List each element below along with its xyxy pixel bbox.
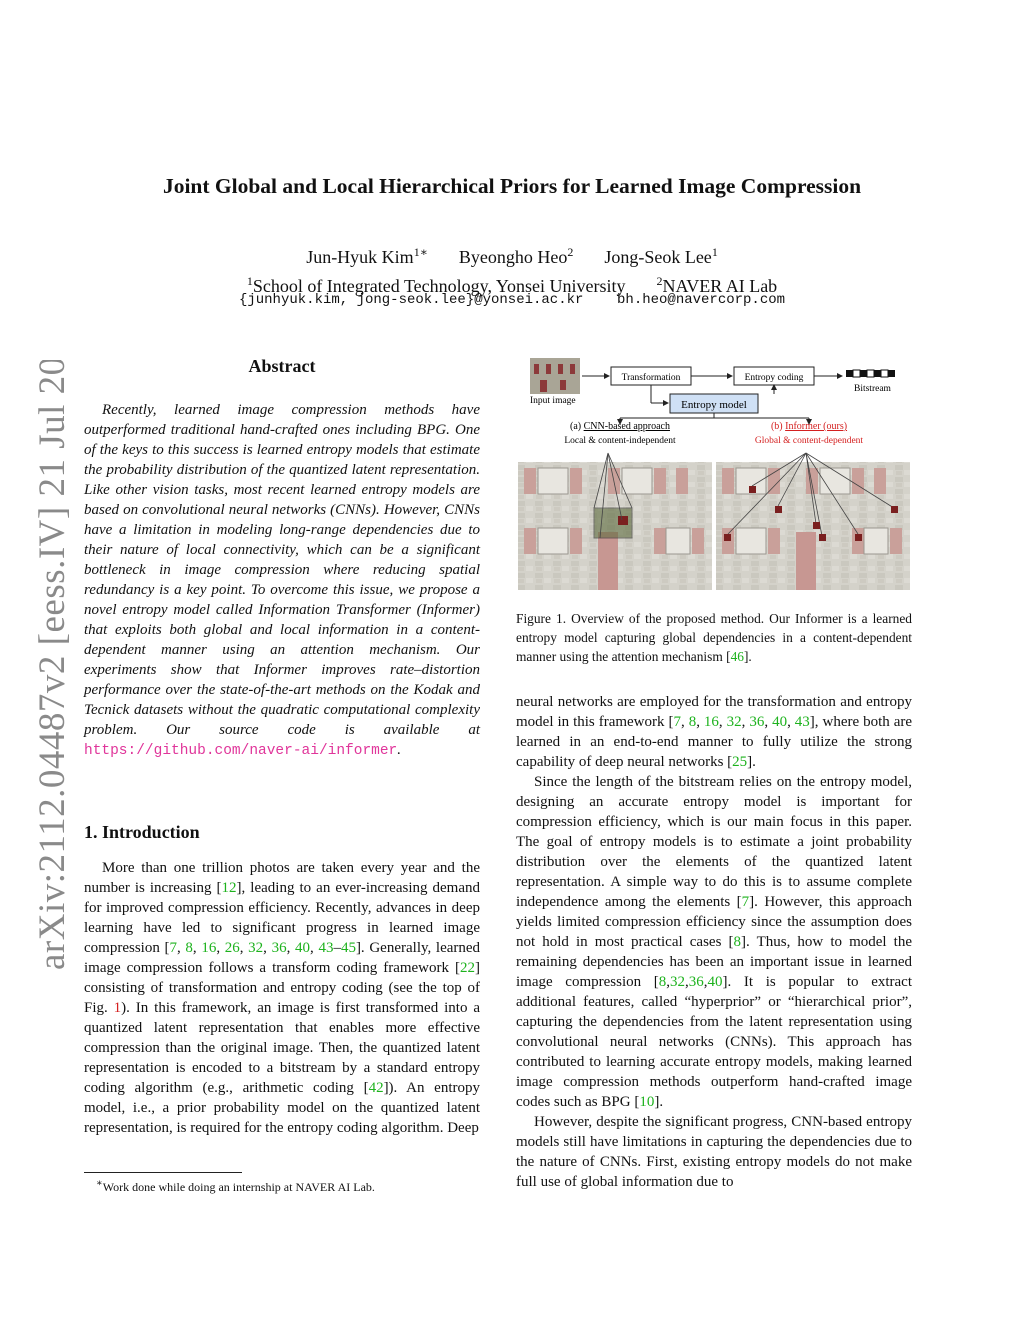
text-run: , <box>718 714 727 730</box>
entropy-coding-label: Entropy coding <box>744 373 804 383</box>
citation-link[interactable]: 7 <box>741 894 750 910</box>
section-heading-introduction: 1. Introduction <box>84 822 200 842</box>
bitstream-icon <box>846 370 895 377</box>
text-run: ], where both are learned in an end-to-end manner to fully utilize the strong capability of deep neural networks [ <box>516 714 913 770</box>
citation-link[interactable]: 12 <box>221 880 237 896</box>
text-run: ]. Thus, how to model the remaining dependencies has been an important issue in learned image compression [ <box>516 934 912 990</box>
citation-link[interactable]: 36 <box>271 940 287 956</box>
citation-link[interactable]: 40 <box>707 974 723 990</box>
text-run: Since the length of the bitstream relies on the entropy model, designing an accurate entropy model is important for compression efficiency, which is our main focus in this paper. The goal of entropy models is to estimate a joint probability distribution over the elements of the quantized latent representation. A simple way to do this is to assume complete independence among the elements [ <box>516 774 912 910</box>
text-run: , <box>787 714 795 730</box>
author-sup: 1 <box>711 245 718 259</box>
text-run: More than one trillion photos are taken every year and the number is increasing [ <box>84 860 480 896</box>
citation-link[interactable]: 40 <box>295 940 311 956</box>
text-run: , <box>764 714 773 730</box>
citation-link[interactable]: 8 <box>733 934 741 950</box>
text-run: – <box>333 940 341 956</box>
text-run: , <box>192 940 202 956</box>
right-paragraph-2 <box>516 772 912 1112</box>
approach-b-title: (b) Informer (ours) <box>770 421 848 432</box>
abstract-end: . <box>397 742 402 758</box>
text-run: Figure 1. Overview of the proposed method. Our Informer is a learned entropy model capturing global dependencies in a content-dependent manner using the attention mechanism [ <box>516 611 912 664</box>
citation-link[interactable]: 40 <box>772 714 788 730</box>
text-run: , <box>216 940 225 956</box>
affiliation-sup: 1 <box>246 274 253 288</box>
citation-link[interactable]: 8 <box>688 714 697 730</box>
approach-a-title: (a) CNN-based approach <box>570 421 670 432</box>
citation-link[interactable]: 45 <box>340 940 356 956</box>
abstract-body <box>84 400 480 761</box>
text-run: , <box>286 940 296 956</box>
citation-link[interactable]: 42 <box>368 1080 384 1096</box>
right-paragraph-1 <box>516 692 912 772</box>
citation-link[interactable]: 10 <box>639 1094 655 1110</box>
text-run: neural networks are employed for the transformation and entropy model in this framework [ <box>516 694 912 730</box>
text-run: ). In this framework, an image is first transformed into a quantized latent representation that enables more effective compression than the original image. Then, the quantized latent representation is encoded to a bitstream by a standard entropy coding algorithm (e.g., arithmetic coding [ <box>84 1000 480 1096</box>
footnote <box>96 1178 375 1195</box>
right-paragraph-3 <box>516 1112 912 1192</box>
text-run: , <box>176 940 186 956</box>
entropy-model-label: Entropy model <box>681 399 747 411</box>
intro-body <box>84 858 480 1138</box>
author-list <box>160 240 864 269</box>
figure-1-caption <box>516 609 912 666</box>
figure-ref-link[interactable]: 1 <box>113 1000 122 1016</box>
citation-link[interactable]: 43 <box>318 940 334 956</box>
affiliation-name: NAVER AI Lab <box>662 276 778 296</box>
footnote-text: Work done while doing an internship at NAVER AI Lab. <box>102 1180 375 1194</box>
author-name: Byeongho Heo <box>458 247 568 267</box>
citation-link[interactable]: 32 <box>248 940 264 956</box>
citation-link[interactable]: 22 <box>460 960 475 976</box>
citation-link[interactable]: 7 <box>169 940 177 956</box>
paper-title: Joint Global and Local Hierarchical Priors for Learned Image Compression <box>162 174 862 198</box>
source-code-link[interactable]: https://github.com/naver-ai/informer <box>84 743 398 759</box>
affiliation-name: School of Integrated Technology, Yonsei University <box>252 276 626 296</box>
text-run: , <box>741 714 750 730</box>
citation-link[interactable]: 36 <box>688 974 704 990</box>
transformation-label: Transformation <box>621 373 681 383</box>
text-run: , <box>263 940 272 956</box>
cnn-example-image <box>518 453 712 590</box>
citation-link[interactable]: 25 <box>732 754 748 770</box>
figure-1 <box>516 356 912 596</box>
citation-link[interactable]: 16 <box>201 940 217 956</box>
bitstream-label: Bitstream <box>854 384 891 394</box>
text-run: ]. It is popular to extract additional features, called “hyperprior” or “hierarchical prior”, capturing the dependencies from the latent representation using convolutional neural networks (CNNs). This approach has contributed to learning accurate entropy models, making learned image compression methods outperform hand-crafted image codes such as BPG [ <box>516 974 912 1110</box>
caption-paragraph <box>516 609 912 666</box>
informer-example-image <box>716 453 910 590</box>
footnote-rule <box>84 1172 242 1173</box>
text-run: ]). An entropy model, i.e., a prior probability model on the quantized latent representation, is required for the entropy coding algorithm. Deep <box>84 1080 480 1136</box>
text-run: ]. <box>747 754 756 770</box>
affiliation-sup: 2 <box>656 274 663 288</box>
citation-link[interactable]: 36 <box>749 714 765 730</box>
text-run: ]. <box>654 1094 664 1110</box>
footnote-mark: ∗ <box>96 1178 103 1189</box>
citation-link[interactable]: 32 <box>670 974 686 990</box>
approach-b-subtitle: Global & content-dependent <box>754 436 864 446</box>
abstract-heading: Abstract <box>248 356 316 376</box>
text-run: , <box>680 714 689 730</box>
text-run: ], leading to an ever-increasing demand for improved compression efficiency. Recently, advances in deep learning have led to significant progress in learned image compression [ <box>84 880 480 956</box>
citation-link[interactable]: 46 <box>730 649 744 664</box>
text-run: ]. However, this approach yields limited compression efficiency since the assumption does not hold in most practical cases [ <box>516 894 912 950</box>
intro-paragraph <box>84 858 480 1138</box>
author-block <box>160 240 864 298</box>
text-run: , <box>310 940 319 956</box>
author-sup: 2 <box>567 245 574 259</box>
citation-link[interactable]: 8 <box>185 940 193 956</box>
right-column-body <box>516 692 912 1192</box>
text-run: , <box>703 974 708 990</box>
text-run: , <box>666 974 671 990</box>
input-image-thumbnail <box>530 358 580 394</box>
text-run: ] consisting of transformation and entropy coding (see the top of Fig. <box>84 960 480 1016</box>
approach-a-subtitle: Local & content-independent <box>564 436 676 446</box>
arxiv-identifier <box>18 360 78 980</box>
text-run: ]. Generally, learned image compression follows a transform coding framework [ <box>84 940 481 976</box>
text-run: , <box>696 714 704 730</box>
abstract-paragraph <box>84 400 480 761</box>
author-name: Jun-Hyuk Kim <box>306 247 414 267</box>
text-run: ]. <box>743 649 752 664</box>
input-image-label: Input image <box>530 396 576 406</box>
abstract-text: Recently, learned image compression methods have outperformed traditional hand-crafted ones including BPG. One of the keys to this success is learned entropy models that estimate the probability distribution of the quantized latent representation. Like other vision tasks, most recent learned entropy models are based on convolutional neural networks (CNNs). However, CNNs have a limitation in modeling long-range dependencies due to their nature of local connectivity, which can be a significant bottleneck in image compression where reducing spatial redundancy is a key point. To overcome this issue, we propose a novel entropy model called Information Transformer (Informer) that exploits both global and local information in a content-dependent manner using an attention mechanism. Our experiments show that Informer improves rate–distortion performance over the state-of-the-art methods on the Kodak and Tecnick datasets without the quadratic computational complexity problem. Our source code is available at <box>84 402 480 738</box>
text-run: , <box>239 940 249 956</box>
arxiv-id-text: arXiv:2112.04487v2 [eess.IV] 21 Jul 2022 <box>32 360 73 970</box>
text-run: , <box>685 974 689 990</box>
citation-link[interactable]: 7 <box>673 714 681 730</box>
text-run: However, despite the significant progress, CNN-based entropy models still have limitations in capturing the dependencies due to the nature of CNNs. First, existing entropy models do not make full use of global information due to <box>516 1114 912 1190</box>
citation-link[interactable]: 16 <box>703 714 719 730</box>
author-sup: 1∗ <box>413 245 428 259</box>
citation-link[interactable]: 43 <box>794 714 810 730</box>
citation-link[interactable]: 8 <box>658 974 667 990</box>
author-name: Jong-Seok Lee <box>604 247 712 267</box>
author-emails: {junhyuk.kim, jong-seok.lee}@yonsei.ac.kr bh.heo@navercorp.com <box>238 292 786 308</box>
citation-link[interactable]: 32 <box>726 714 742 730</box>
citation-link[interactable]: 26 <box>224 940 240 956</box>
